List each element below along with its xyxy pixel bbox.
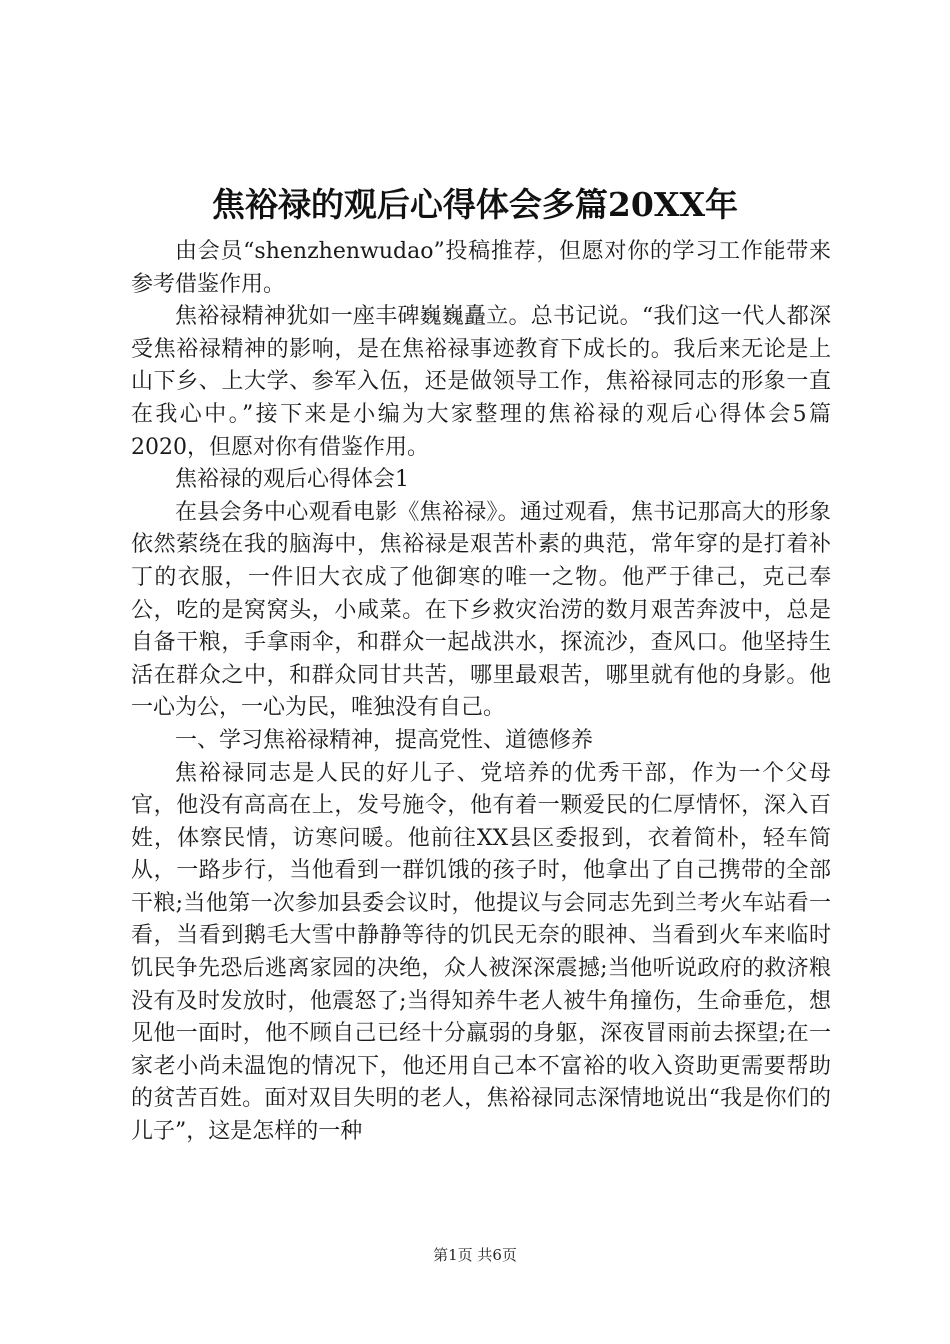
paragraph-intro: 由会员“shenzhenwudao”投稿推荐，但愿对你的学习工作能带来参考借鉴作用。 (131, 239, 831, 297)
section-heading: 焦裕禄的观后心得体会1 (175, 467, 409, 493)
paragraph-body: 在县会务中心观看电影《焦裕禄》。通过观看，焦书记那高大的形象依然萦绕在我的脑海中，焦裕禄是艰苦朴素的典范，常年穿的是打着补丁的衣服，一件旧大衣成了他御寒的唯一之物。他严于律己，克己奉公，吃的是窝窝头，小咸菜。在下乡救灾治涝的数月艰苦奔波中，总是自备干粮，手拿雨伞，和群众一起战洪水，探流沙，查风口。他坚持生活在群众之中，和群众同甘共苦，哪里最艰苦，哪里就有他的身影。他一心为公，一心为民，唯独没有自己。 (131, 499, 831, 721)
page-footer: 第1页 共6页 (433, 1246, 517, 1264)
subsection-heading: 一、学习焦裕禄精神，提高党性、道德修养 (175, 727, 594, 753)
document-body (131, 236, 831, 1149)
paragraph-preface: 焦裕禄精神犹如一座丰碑巍巍矗立。总书记说。“我们这一代人都深受焦裕禄精神的影响，是在焦裕禄事迹教育下成长的。我后来无论是上山下乡、上大学、参军入伍，还是做领导工作，焦裕禄同志的形象一直在我心中。”接下来是小编为大家整理的焦裕禄的观后心得体会5篇2020，但愿对你有借鉴作用。 (131, 304, 831, 460)
paragraph-body: 焦裕禄同志是人民的好儿子、党培养的优秀干部，作为一个父母官，他没有高高在上，发号施令，他有着一颗爱民的仁厚情怀，深入百姓，体察民情，访寒问暖。他前往XX县区委报到，衣着简朴，轻车简从，一路步行，当他看到一群饥饿的孩子时，他拿出了自己携带的全部干粮;当他第一次参加县委会议时，他提议与会同志先到兰考火车站看一看，当看到鹅毛大雪中静静等待的饥民无奈的眼神、当看到火车来临时饥民争先恐后逃离家园的决绝，众人被深深震撼;当他听说政府的救济粮没有及时发放时，他震怒了;当得知养牛老人被牛角撞伤，生命垂危，想见他一面时，他不顾自己已经十分羸弱的身躯，深夜冒雨前去探望;在一家老小尚未温饱的情况下，他还用自己本不富裕的收入资助更需要帮助的贫苦百姓。面对双目失明的老人，焦裕禄同志深情地说出“我是你们的儿子”，这是怎样的一种 (131, 760, 831, 1145)
document-title: 焦裕禄的观后心得体会多篇20XX年 (211, 185, 739, 224)
